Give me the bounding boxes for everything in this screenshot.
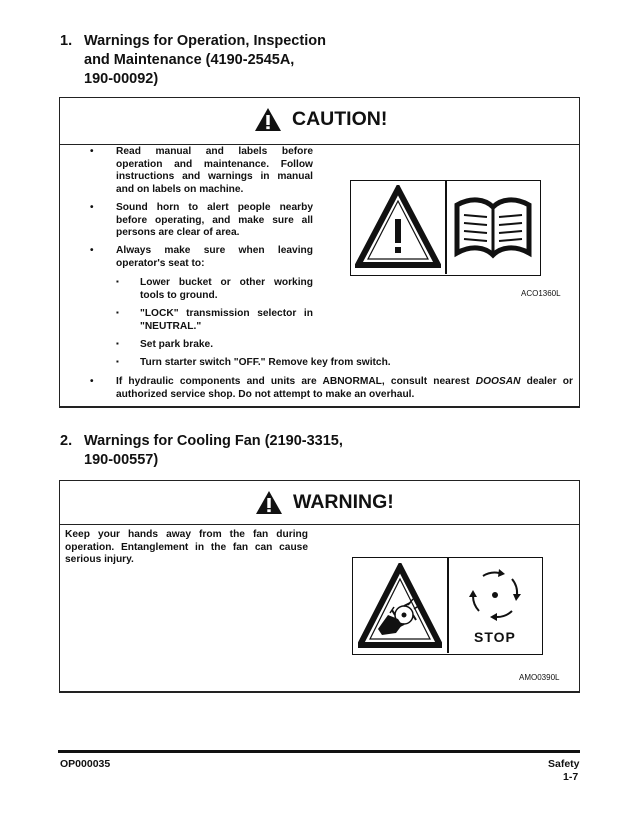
caution-alert-icon bbox=[254, 107, 282, 132]
caution-label-code: ACO1360L bbox=[521, 289, 561, 298]
caution-label-graphic bbox=[350, 180, 541, 276]
bullet-marker: • bbox=[90, 202, 94, 213]
label-divider bbox=[447, 558, 449, 653]
sub-bullet-marker: ▪ bbox=[116, 277, 119, 286]
warning-alert-icon bbox=[255, 490, 283, 515]
sub-bullet-marker: ▪ bbox=[116, 308, 119, 317]
sub-bullet-marker: ▪ bbox=[116, 357, 119, 366]
caution-item-4-text: If hydraulic components and units are ABNORMAL, consult nearest bbox=[116, 376, 476, 387]
fan-hand-hazard-icon bbox=[358, 563, 442, 649]
bullet-marker: • bbox=[90, 376, 94, 387]
warning-triangle-icon bbox=[355, 185, 441, 271]
caution-header bbox=[60, 98, 579, 145]
section-1-heading bbox=[60, 32, 360, 92]
brand-name: DOOSAN bbox=[475, 376, 521, 387]
section-2-title-line: Warnings for Cooling Fan (2190-3315, bbox=[84, 433, 343, 449]
section-2-title-line: 190-00557) bbox=[84, 452, 159, 468]
caution-subitem-1: Lower bucket or other working tools to ground. bbox=[140, 277, 313, 301]
section-2-number: 2. bbox=[60, 433, 73, 449]
footer-section: Safety bbox=[548, 758, 580, 770]
caution-item-4-text-end: dealer or authorized service shop. Do not attempt to make an overhaul. bbox=[116, 376, 573, 400]
rotating-arrows-icon bbox=[465, 566, 525, 624]
caution-item-2: Sound horn to alert people nearby before operating, and make sure all persons are clear of area. bbox=[116, 202, 313, 239]
manual-book-icon bbox=[451, 195, 535, 261]
warning-signal-word: WARNING! bbox=[293, 491, 394, 513]
warning-label-graphic bbox=[352, 557, 543, 655]
stop-text: STOP bbox=[474, 629, 516, 645]
caution-signal-word: CAUTION! bbox=[292, 108, 388, 130]
footer-page-number: 1-7 bbox=[563, 771, 579, 783]
warning-body-text: Keep your hands away from the fan during operation. Entanglement in the fan can cause serious injury. bbox=[65, 529, 308, 566]
bullet-marker: • bbox=[90, 146, 94, 157]
caution-subitem-2: "LOCK" transmission selector in "NEUTRAL." bbox=[140, 308, 313, 332]
warning-header bbox=[60, 481, 579, 525]
caution-subitem-3: Set park brake. bbox=[140, 339, 214, 350]
section-1-title-line: and Maintenance (4190-2545A, bbox=[84, 52, 295, 68]
section-1-number: 1. bbox=[60, 33, 73, 49]
section-1-title-line: 190-00092) bbox=[84, 71, 159, 87]
sub-bullet-marker: ▪ bbox=[116, 339, 119, 348]
section-2-heading bbox=[60, 432, 380, 472]
bullet-marker: • bbox=[90, 245, 94, 256]
footer-doc-code: OP000035 bbox=[60, 758, 111, 770]
label-divider bbox=[445, 181, 447, 274]
caution-item-3: Always make sure when leaving operator's seat to: bbox=[116, 245, 313, 269]
warning-label-code: AMO0390L bbox=[519, 673, 560, 682]
section-1-title-line: Warnings for Operation, Inspection bbox=[84, 33, 326, 49]
caution-item-4 bbox=[116, 376, 573, 401]
caution-item-1: Read manual and labels before operation and maintenance. Follow instructions and warnings in manual and on labels on machine. bbox=[116, 146, 313, 195]
caution-subitem-4: Turn starter switch "OFF." Remove key from switch. bbox=[140, 357, 391, 368]
footer-rule bbox=[58, 750, 580, 753]
